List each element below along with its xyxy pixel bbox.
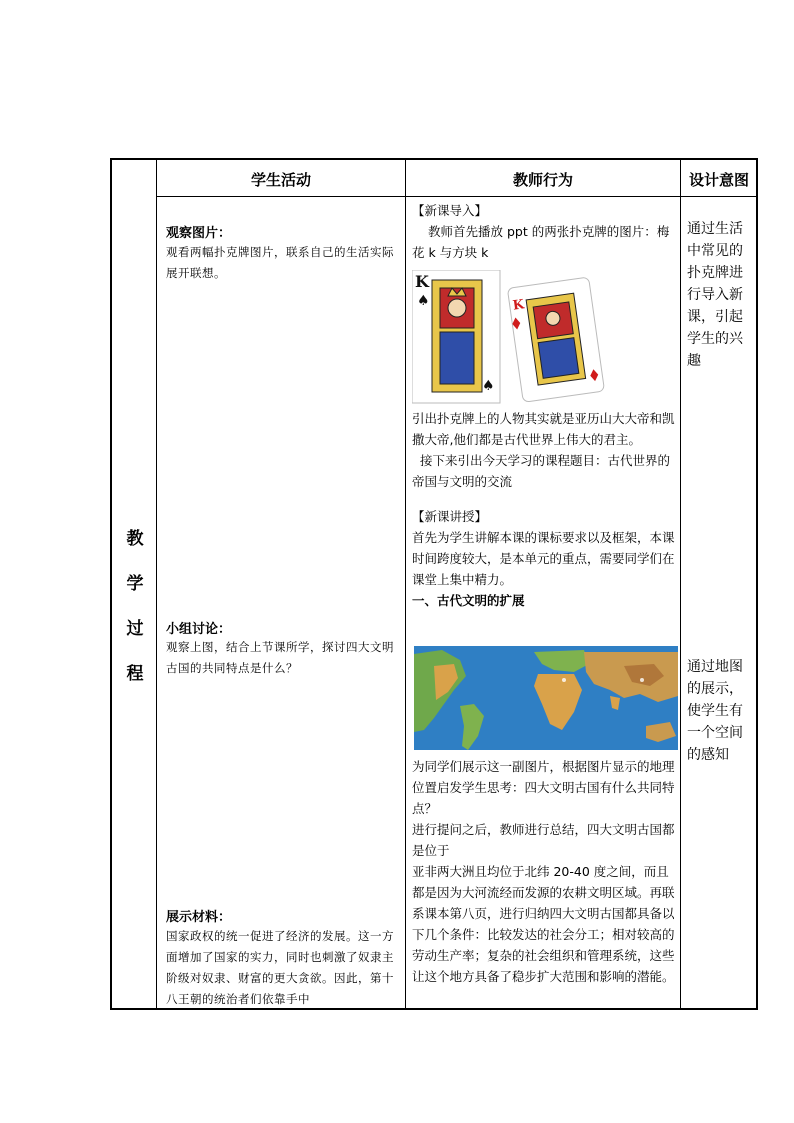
intent-2: 通过地图的展示，使学生有一个空间的感知	[687, 659, 743, 763]
side-label: 教 学 过 程	[126, 529, 144, 684]
king-of-diamonds-card	[507, 277, 604, 402]
lecture-paragraph-1: 首先为学生讲解本课的课标要求以及框架，本课时间跨度较大，是本单元的重点，需要同学们在课堂上集中精力。	[412, 530, 675, 587]
header-student: 学生活动	[250, 171, 311, 189]
map-paragraph-1: 为同学们展示这一副图片，根据图片显示的地理位置启发学生思考：四大文明古国有什么共同特点？	[412, 759, 675, 816]
world-map-image	[414, 646, 678, 750]
lesson-table	[110, 158, 758, 1010]
lecture-heading: 【新课讲授】	[412, 509, 488, 524]
intro-heading: 【新课导入】	[412, 203, 488, 218]
section-heading-1: 一、古代文明的扩展	[412, 593, 525, 608]
svg-text:♠: ♠	[417, 293, 430, 309]
material-title: 展示材料：	[166, 910, 232, 925]
intent-1: 通过生活中常见的扑克牌进行导入新课，引起学生的兴趣	[687, 221, 743, 369]
intro-paragraph-3: 接下来引出今天学习的课程题目：古代世界的帝国与文明的交流	[412, 453, 671, 489]
observe-text: 观看两幅扑克牌图片，联系自己的生活实际展开联想。	[166, 245, 394, 280]
teacher-map-discussion	[412, 756, 678, 987]
svg-text:♠: ♠	[482, 378, 495, 394]
divider	[680, 160, 681, 1008]
teacher-intro-cont	[412, 408, 678, 611]
discuss-title: 小组讨论：	[166, 622, 232, 637]
intro-paragraph-1: 教师首先播放 ppt 的两张扑克牌的图片：梅花 k 与方块 k	[412, 224, 670, 260]
material-text: 国家政权的统一促进了经济的发展。这一方面增加了国家的实力，同时也刺激了奴隶主阶级对奴隶、财富的更大贪欲。因此，第十八王朝的统治者们依靠手中	[166, 929, 394, 1006]
map-paragraph-3: 亚非两大洲且均位于北纬 20-40 度之间，而且都是因为大河流经而发源的农耕文明区域。再联系课本第八页，进行归纳四大文明古国都具备以下几个条件：比较发达的社会分工；相对较高的劳动生产率；复杂的社会组织和管理系统，这些让这个地方具备了稳步扩大范围和影响的潜能。	[412, 864, 675, 984]
intro-paragraph-2: 引出扑克牌上的人物其实就是亚历山大大帝和凯撒大帝,他们都是古代世界上伟大的君主。	[412, 411, 675, 447]
poker-cards-image	[412, 270, 612, 405]
observe-title: 观察图片：	[166, 226, 232, 241]
discuss-text: 观察上图，结合上节课所学，探讨四大文明古国的共同特点是什么？	[166, 640, 394, 675]
divider	[405, 160, 406, 1008]
map-paragraph-2: 进行提问之后，教师进行总结，四大文明古国都是位于	[412, 822, 675, 858]
svg-text:K: K	[415, 272, 429, 291]
header-intent: 设计意图	[688, 171, 749, 189]
svg-text:K: K	[511, 297, 526, 314]
teacher-intro	[412, 200, 678, 263]
header-teacher: 教师行为	[512, 171, 573, 189]
